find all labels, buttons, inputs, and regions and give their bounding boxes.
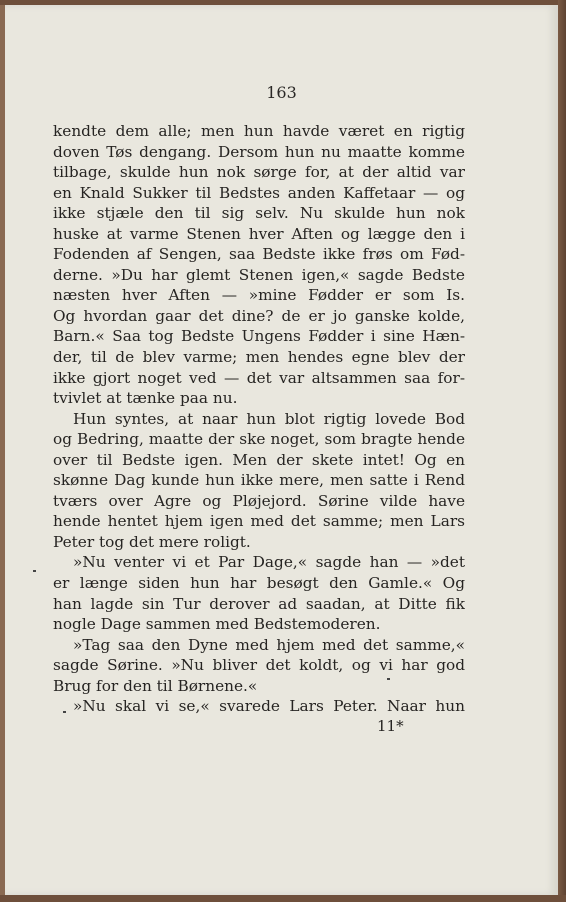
text-line: og Bedring, maatte der ske noget, som bragte hende (53, 430, 465, 449)
text-line: skønne Dag kunde hun ikke mere, men satte i Rend (53, 471, 465, 490)
text-line: Fodenden af Sengen, saa Bedste ikke frøs om Fød- (53, 245, 465, 264)
text-line: sagde Sørine. »Nu bliver det koldt, og vi har god (53, 656, 465, 675)
book-page (5, 5, 558, 895)
text-line: tilbage, skulde hun nok sørge for, at der altid var (53, 163, 465, 182)
text-line: Hun syntes, at naar hun blot rigtig lovede Bod (73, 409, 465, 428)
text-line: doven Tøs dengang. Dersom hun nu maatte komme (53, 142, 465, 161)
text-line: ikke stjæle den til sig selv. Nu skulde hun nok (53, 204, 465, 223)
text-line: derne. »Du har glemt Stenen igen,« sagde Bedste (53, 265, 465, 284)
text-line: næsten hver Aften — »mine Fødder er som Is. (53, 286, 465, 305)
text-line: »Nu skal vi se,« svarede Lars Peter. Naar hun (73, 697, 465, 716)
ink-speck (33, 570, 36, 572)
text-line: tvivlet at tænke paa nu. (53, 389, 238, 408)
text-line: tværs over Agre og Pløjejord. Sørine vilde have (53, 491, 465, 510)
text-line: hende hentet hjem igen med det samme; men Lars (53, 512, 465, 531)
text-line: Barn.« Saa tog Bedste Ungens Fødder i sine Hæn- (53, 327, 465, 346)
book-edge-bottom (0, 895, 566, 902)
text-line: kendte dem alle; men hun havde været en rigtig (53, 122, 465, 140)
body-text (53, 121, 465, 717)
ink-speck (63, 711, 66, 713)
text-line: nogle Dage sammen med Bedstemoderen. (53, 615, 381, 634)
page-number: 163 (266, 83, 297, 102)
text-line: Og hvordan gaar det dine? de er jo ganske kolde, (53, 306, 465, 325)
text-line: »Tag saa den Dyne med hjem med det samme,« (73, 635, 465, 654)
text-line: Peter tog det mere roligt. (53, 532, 251, 551)
text-line: »Nu venter vi et Par Dage,« sagde han — »det (73, 553, 465, 572)
text-line: Brug for den til Børnene.« (53, 676, 258, 695)
text-line: en Knald Sukker til Bedstes anden Kaffetaar — og (53, 183, 465, 202)
ink-speck (387, 678, 390, 680)
book-edge-right (558, 0, 566, 902)
signature-mark: 11* (377, 717, 404, 735)
text-line: huske at varme Stenen hver Aften og lægge den i (53, 224, 465, 243)
text-line: ikke gjort noget ved — det var altsammen saa for- (53, 368, 465, 387)
text-line: over til Bedste igen. Men der skete intet! Og en (53, 450, 465, 469)
text-line: han lagde sin Tur derover ad saadan, at Ditte fik (53, 594, 465, 613)
text-line: er længe siden hun har besøgt den Gamle.« Og (53, 574, 465, 593)
text-line: der, til de blev varme; men hendes egne blev der (53, 348, 465, 367)
